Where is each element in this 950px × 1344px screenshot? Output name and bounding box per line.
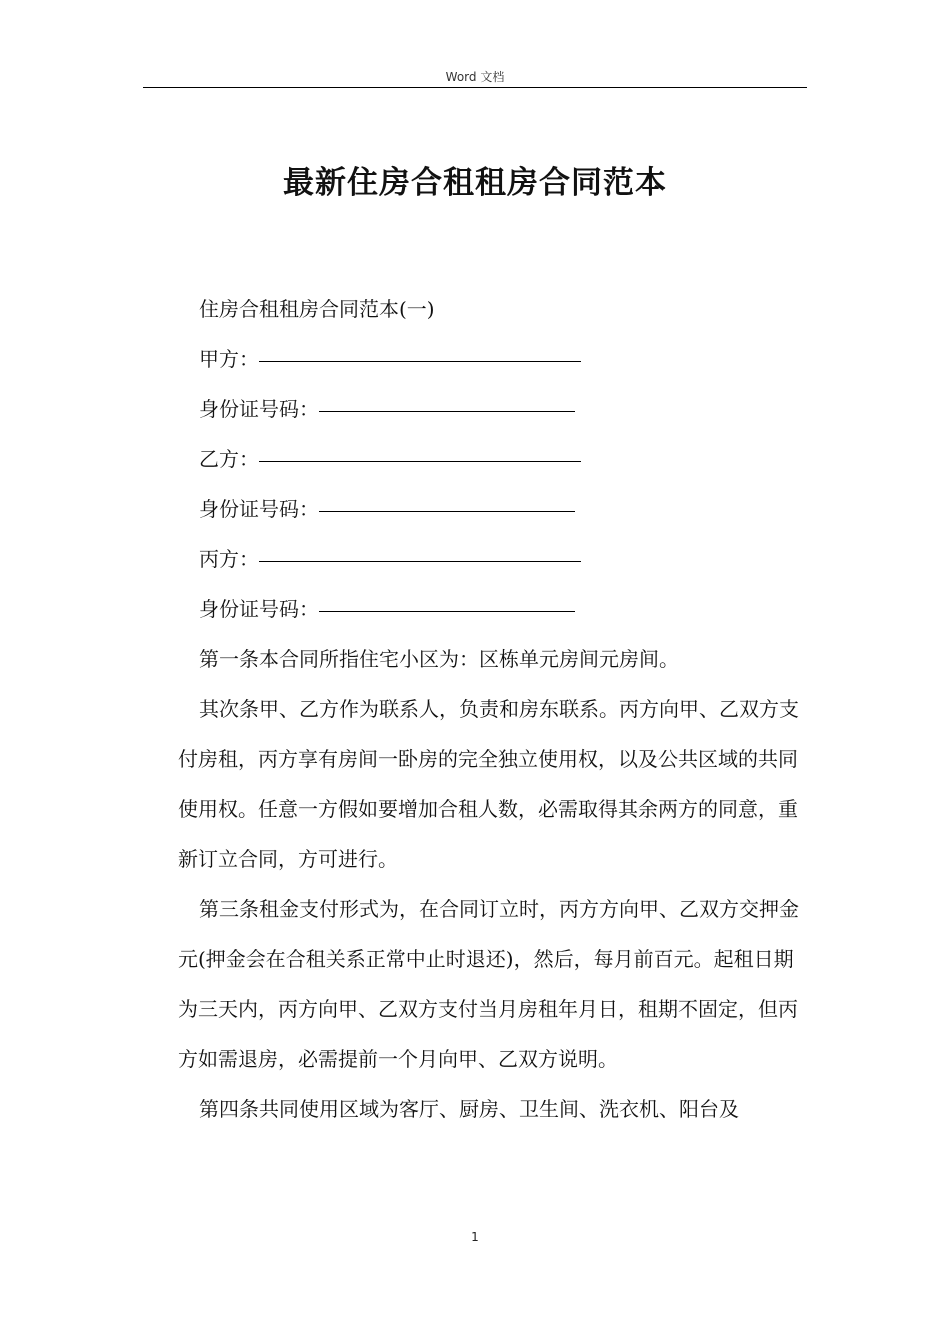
party-c-id-row: [178, 584, 810, 634]
document-body: [178, 284, 810, 1134]
page-number: 1: [471, 1230, 479, 1244]
party-c-id-blank: [319, 581, 575, 612]
party-b-row: [178, 434, 810, 484]
party-c-id-label: 身份证号码：: [199, 597, 319, 621]
party-a-blank: [259, 331, 581, 362]
document-title: 最新住房合租租房合同范本: [283, 165, 667, 201]
header-divider: [143, 87, 807, 88]
page-header: Word 文档: [445, 70, 505, 84]
party-b-label: 乙方：: [199, 447, 259, 471]
party-b-id-label: 身份证号码：: [199, 497, 319, 521]
party-a-id-label: 身份证号码：: [199, 397, 319, 421]
contract-subtitle: 住房合租租房合同范本(一): [199, 297, 435, 321]
party-c-blank: [259, 531, 581, 562]
article-1: 第一条本合同所指住宅小区为：区栋单元房间元房间。: [199, 647, 679, 671]
party-a-id-blank: [319, 381, 575, 412]
party-c-label: 丙方：: [199, 547, 259, 571]
party-b-blank: [259, 431, 581, 462]
article-3: 第三条租金支付形式为，在合同订立时，丙方方向甲、乙双方交押金元(押金会在合租关系正常中止时退还)，然后，每月前百元。起租日期为三天内，丙方向甲、乙双方支付当月房租年月日，租期不固定，但丙方如需退房，必需提前一个月向甲、乙双方说明。: [178, 897, 799, 1071]
party-c-row: [178, 534, 810, 584]
party-b-id-row: [178, 484, 810, 534]
article-2: 其次条甲、乙方作为联系人，负责和房东联系。丙方向甲、乙双方支付房租，丙方享有房间一卧房的完全独立使用权，以及公共区域的共同使用权。任意一方假如要增加合租人数，必需取得其余两方的同意，重新订立合同，方可进行。: [178, 697, 799, 871]
party-a-label: 甲方：: [199, 347, 259, 371]
article-4: 第四条共同使用区域为客厅、厨房、卫生间、洗衣机、阳台及: [199, 1097, 739, 1121]
party-a-id-row: [178, 384, 810, 434]
party-a-row: [178, 334, 810, 384]
party-b-id-blank: [319, 481, 575, 512]
